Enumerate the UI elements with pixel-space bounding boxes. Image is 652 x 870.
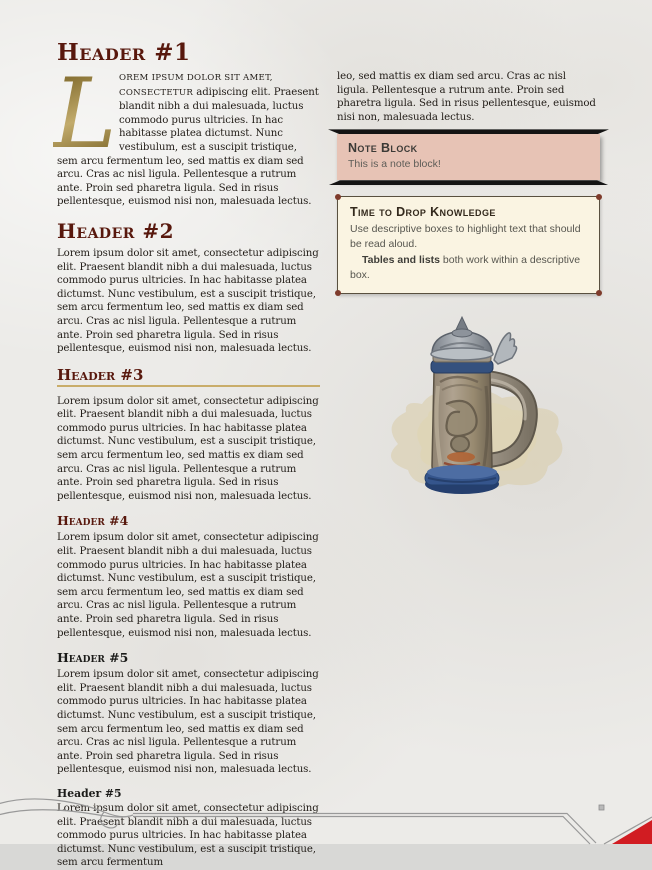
stein-base	[425, 465, 499, 494]
lead-smallcaps-text: OREM IPSUM DOLOR SIT AMET, CONSECTETUR	[119, 73, 273, 98]
column-continuation-paragraph: leo, sed mattis ex diam sed arcu. Cras ac nisl ligula. Pellentesque a rutrum ante. Proin sed pharetra ligula. Sed in risus pellentesque, euismod nisi non, malesuada lectus.	[337, 71, 596, 123]
descriptive-box-line2	[350, 253, 587, 283]
dropcap-letter: L	[53, 58, 117, 170]
right-column	[337, 40, 600, 800]
stein-body	[432, 372, 492, 479]
section-5-paragraph: Lorem ipsum dolor sit amet, consectetur adipiscing elit. Praesent blandit nibh a dui malesuada, luctus commodo purus ultricies. In hac habitasse platea dictumst. Nunc vestibulum, est a suscipit tristique, sem arcu fermentum leo, sed mattis ex diam sed arcu. Cras ac nisl ligula. Pellentesque a rutrum ante. Proin sed pharetra ligula. Sed in risus pellentesque, euismod nisi non, malesuada lectus.	[57, 669, 319, 776]
footer-double-rule	[133, 814, 652, 845]
corner-dot-icon	[335, 194, 341, 200]
header-5-bold: Header #5	[57, 786, 122, 800]
dropcap-paragraph	[53, 58, 320, 209]
note-top-border	[328, 129, 609, 134]
header-3: Header #3	[57, 366, 320, 387]
descriptive-box-line2-bold: Tables and lists	[362, 254, 440, 267]
header-2: Header #2	[57, 218, 175, 243]
section-2-paragraph: Lorem ipsum dolor sit amet, consectetur adipiscing elit. Praesent blandit nibh a dui malesuada, luctus commodo purus ultricies. In hac habitasse platea dictumst. Nunc vestibulum, est a suscipit tristique, sem arcu fermentum leo, sed mattis ex diam sed arcu. Cras ac nisl ligula. Pellentesque a rutrum ante. Proin sed pharetra ligula. Sed in risus pellentesque, euismod nisi non, malesuada lectus.	[57, 247, 319, 355]
section-4-paragraph: Lorem ipsum dolor sit amet, consectetur adipiscing elit. Praesent blandit nibh a dui malesuada, luctus commodo purus ultricies. In hac habitasse platea dictumst. Nunc vestibulum, est a suscipit tristique, sem arcu fermentum leo, sed mattis ex diam sed arcu. Cras ac nisl ligula. Pellentesque a rutrum ante. Proin sed pharetra ligula. Sed in risus pellentesque, euismod nisi non, malesuada lectus.	[57, 532, 319, 639]
page-footer-ornament	[0, 798, 652, 844]
note-bottom-border	[328, 180, 609, 185]
section-6-paragraph: Lorem ipsum dolor sit amet, consectetur adipiscing elit. Praesent blandit nibh a dui malesuada, luctus commodo purus ultricies. In hac habitasse platea dictumst. Nunc vestibulum, est a suscipit tristique, sem arcu fermentum	[57, 802, 319, 869]
header-1: Header #1	[57, 39, 191, 66]
note-block-title: Note Block	[348, 141, 418, 156]
section-3-paragraph: Lorem ipsum dolor sit amet, consectetur adipiscing elit. Praesent blandit nibh a dui malesuada, luctus commodo purus ultricies. In hac habitasse platea dictumst. Nunc vestibulum, est a suscipit tristique, sem arcu fermentum leo, sed mattis ex diam sed arcu. Cras ac nisl ligula. Pellentesque a rutrum ante. Proin sed pharetra ligula. Sed in risus pellentesque, euismod nisi non, malesuada lectus.	[57, 395, 319, 502]
footer-leaf-flourish	[0, 799, 133, 828]
note-block	[337, 134, 600, 180]
beer-stein-illustration	[344, 316, 594, 516]
left-column	[53, 39, 320, 869]
footer-square-accent	[599, 805, 604, 810]
corner-dot-icon	[596, 290, 602, 296]
paragraph-text: adipiscing elit. Praesent blandit nibh a dui malesuada, luctus commodo purus ultricies. In hac habitasse platea dictumst. Nunc vestibulum, est a suscipit tristique, sem arcu fermentum leo, sed mattis ex diam sed arcu. Cras ac nisl ligula. Pellentesque a rutrum ante. Proin sed pharetra ligula. Sed in risus pellentesque, euismod nisi non, malesuada lectus.	[57, 86, 319, 208]
header-5: Header #5	[57, 650, 129, 666]
stein-lid	[431, 317, 493, 360]
descriptive-box	[337, 196, 600, 294]
header-4: Header #4	[57, 513, 129, 529]
descriptive-box-line2-rest: both work within a descriptive box.	[350, 254, 581, 282]
descriptive-box-line1: Use descriptive boxes to highlight text that should be read aloud.	[350, 223, 581, 251]
illustration-container	[337, 316, 600, 516]
descriptive-box-title: Time to Drop Knowledge	[350, 205, 496, 220]
stein-thumb-lift	[494, 333, 517, 364]
footer-red-triangle	[612, 820, 652, 844]
corner-dot-icon	[596, 194, 602, 200]
corner-dot-icon	[335, 290, 341, 296]
note-block-body: This is a note block!	[348, 158, 441, 171]
